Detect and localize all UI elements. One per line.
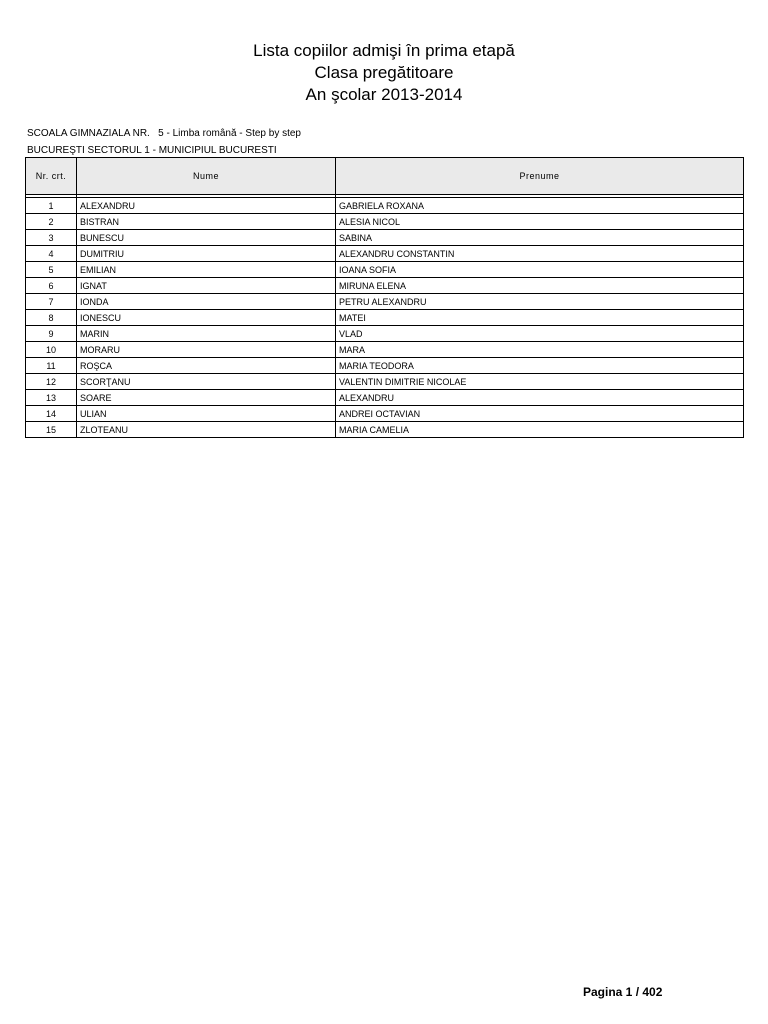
page-number: Pagina 1 / 402: [583, 985, 663, 999]
prenume-cell: MIRUNA ELENA: [336, 278, 744, 294]
nume-cell: SCORŢANU: [77, 374, 336, 390]
table-row: [26, 278, 744, 294]
nr-cell: 12: [26, 374, 77, 390]
prenume-cell: IOANA SOFIA: [336, 262, 744, 278]
nume-cell: BUNESCU: [77, 230, 336, 246]
nr-cell: 8: [26, 310, 77, 326]
table-row: [26, 342, 744, 358]
prenume-cell: ALEXANDRU CONSTANTIN: [336, 246, 744, 262]
document-title: [0, 40, 768, 106]
table-row: [26, 374, 744, 390]
table-header-row: [26, 158, 744, 195]
prenume-cell: SABINA: [336, 230, 744, 246]
nume-cell: ULIAN: [77, 406, 336, 422]
prenume-cell: VALENTIN DIMITRIE NICOLAE: [336, 374, 744, 390]
column-header-nume: Nume: [77, 158, 336, 195]
nume-cell: BISTRAN: [77, 214, 336, 230]
nume-cell: IGNAT: [77, 278, 336, 294]
table-row: [26, 214, 744, 230]
table-row: [26, 358, 744, 374]
title-line-1: Lista copiilor admişi în prima etapă: [253, 41, 515, 60]
prenume-cell: ALESIA NICOL: [336, 214, 744, 230]
nr-cell: 9: [26, 326, 77, 342]
prenume-cell: MARIA TEODORA: [336, 358, 744, 374]
nr-cell: 6: [26, 278, 77, 294]
school-name: SCOALA GIMNAZIALA NR. 5 - Limba română - Step by step: [27, 128, 301, 139]
nume-cell: IONDA: [77, 294, 336, 310]
nume-cell: MORARU: [77, 342, 336, 358]
nr-cell: 15: [26, 422, 77, 438]
column-header-nr: Nr. crt.: [26, 158, 77, 195]
table-row: [26, 310, 744, 326]
table-row: [26, 262, 744, 278]
table-row: [26, 198, 744, 214]
table-row: [26, 390, 744, 406]
column-header-prenume: Prenume: [336, 158, 744, 195]
school-location: BUCUREŞTI SECTORUL 1 - MUNICIPIUL BUCURESTI: [27, 145, 277, 156]
prenume-cell: MARA: [336, 342, 744, 358]
nr-cell: 13: [26, 390, 77, 406]
title-line-3: An şcolar 2013-2014: [305, 85, 463, 104]
table-row: [26, 294, 744, 310]
nr-cell: 10: [26, 342, 77, 358]
school-info: [27, 125, 301, 159]
nr-cell: 3: [26, 230, 77, 246]
nume-cell: DUMITRIU: [77, 246, 336, 262]
nume-cell: IONESCU: [77, 310, 336, 326]
prenume-cell: ANDREI OCTAVIAN: [336, 406, 744, 422]
nr-cell: 5: [26, 262, 77, 278]
admissions-table: [25, 157, 744, 438]
prenume-cell: GABRIELA ROXANA: [336, 198, 744, 214]
table-row: [26, 422, 744, 438]
prenume-cell: MATEI: [336, 310, 744, 326]
nume-cell: SOARE: [77, 390, 336, 406]
table-row: [26, 230, 744, 246]
table-body: [26, 195, 744, 438]
nr-cell: 7: [26, 294, 77, 310]
prenume-cell: VLAD: [336, 326, 744, 342]
table-row: [26, 246, 744, 262]
nume-cell: ROŞCA: [77, 358, 336, 374]
table-row: [26, 326, 744, 342]
nr-cell: 14: [26, 406, 77, 422]
nume-cell: ALEXANDRU: [77, 198, 336, 214]
title-line-2: Clasa pregătitoare: [314, 63, 454, 82]
nr-cell: 1: [26, 198, 77, 214]
prenume-cell: MARIA CAMELIA: [336, 422, 744, 438]
nume-cell: MARIN: [77, 326, 336, 342]
prenume-cell: PETRU ALEXANDRU: [336, 294, 744, 310]
nr-cell: 2: [26, 214, 77, 230]
prenume-cell: ALEXANDRU: [336, 390, 744, 406]
table-row: [26, 406, 744, 422]
nume-cell: ZLOTEANU: [77, 422, 336, 438]
nr-cell: 11: [26, 358, 77, 374]
nr-cell: 4: [26, 246, 77, 262]
nume-cell: EMILIAN: [77, 262, 336, 278]
